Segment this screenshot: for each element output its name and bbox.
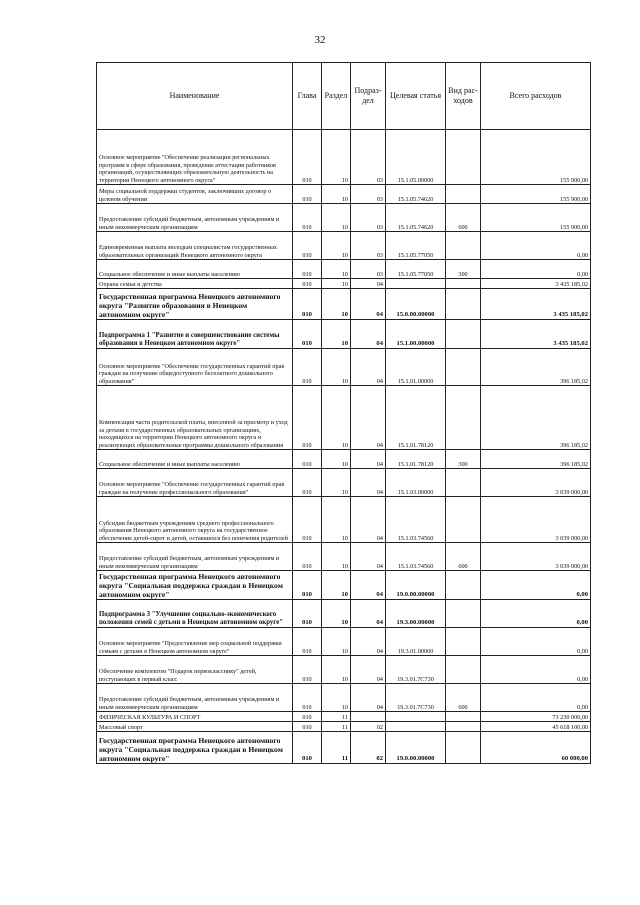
cell-razdel: 10 bbox=[322, 656, 351, 684]
cell-podrazdel: 02 bbox=[351, 732, 386, 764]
cell-vid: 300 bbox=[446, 260, 481, 279]
cell-podrazdel: 03 bbox=[351, 260, 386, 279]
cell-razdel: 11 bbox=[322, 722, 351, 732]
cell-vid: 600 bbox=[446, 204, 481, 232]
table-row bbox=[97, 543, 591, 571]
cell-razdel: 10 bbox=[322, 571, 351, 600]
header-total: Всего расходов bbox=[481, 63, 591, 130]
table-row bbox=[97, 732, 591, 764]
cell-glava: 010 bbox=[293, 600, 322, 628]
cell-podrazdel: 04 bbox=[351, 543, 386, 571]
cell-glava: 010 bbox=[293, 628, 322, 656]
cell-name: Социальное обеспечение и иные выплаты населению bbox=[97, 450, 293, 469]
cell-article: 19.0.00.00000 bbox=[386, 732, 446, 764]
cell-article: 15.0.00.00000 bbox=[386, 289, 446, 320]
cell-article: 15.1.01.78120 bbox=[386, 450, 446, 469]
header-podrazdel: Подраз-дел bbox=[351, 63, 386, 130]
cell-total: 60 000,00 bbox=[481, 732, 591, 764]
cell-total: 45 618 100,00 bbox=[481, 722, 591, 732]
table-row bbox=[97, 469, 591, 497]
cell-total: 3 039 000,00 bbox=[481, 543, 591, 571]
cell-razdel: 10 bbox=[322, 349, 351, 386]
cell-total: 3 435 185,02 bbox=[481, 289, 591, 320]
cell-glava: 010 bbox=[293, 469, 322, 497]
header-article: Целевая статья bbox=[386, 63, 446, 130]
cell-razdel: 10 bbox=[322, 600, 351, 628]
cell-vid bbox=[446, 712, 481, 722]
cell-name: Меры социальной поддержки студентов, заключивших договор о целевом обучении bbox=[97, 185, 293, 204]
cell-glava: 010 bbox=[293, 656, 322, 684]
table-row bbox=[97, 260, 591, 279]
cell-name: Обеспечение комплектом "Подарок первокласснику" детей, поступающих в первый класс bbox=[97, 656, 293, 684]
cell-name: Субсидии бюджетным учреждениям среднего профессионального образования Ненецкого автономного округа на государственное обеспечение детей-сирот и детей, оставшихся без попечения родителей bbox=[97, 497, 293, 543]
cell-glava: 010 bbox=[293, 543, 322, 571]
cell-article: 15.1.05.74620 bbox=[386, 204, 446, 232]
cell-article: 15.1.01.78120 bbox=[386, 386, 446, 450]
cell-glava: 010 bbox=[293, 232, 322, 260]
cell-total: 0,00 bbox=[481, 600, 591, 628]
cell-podrazdel: 04 bbox=[351, 320, 386, 349]
cell-article: 15.1.00.00000 bbox=[386, 320, 446, 349]
table-row bbox=[97, 600, 591, 628]
cell-article: 15.1.05.74620 bbox=[386, 185, 446, 204]
cell-podrazdel: 03 bbox=[351, 232, 386, 260]
cell-glava: 010 bbox=[293, 279, 322, 289]
table-row bbox=[97, 130, 591, 185]
cell-glava: 010 bbox=[293, 732, 322, 764]
cell-podrazdel: 04 bbox=[351, 469, 386, 497]
cell-name: Основное мероприятие "Предоставление мер социальной поддержки семьям с детьми в Ненецком автономном округе" bbox=[97, 628, 293, 656]
cell-vid bbox=[446, 130, 481, 185]
cell-vid bbox=[446, 279, 481, 289]
cell-article: 19.3.01.7C730 bbox=[386, 684, 446, 712]
cell-glava: 010 bbox=[293, 260, 322, 279]
cell-podrazdel: 04 bbox=[351, 628, 386, 656]
page-number: 32 bbox=[314, 34, 326, 46]
cell-total: 155 900,00 bbox=[481, 185, 591, 204]
cell-razdel: 10 bbox=[322, 185, 351, 204]
cell-name: Основное мероприятие "Обеспечение реализации региональных программ в сфере образования, проведение аттестации работников организаций, осуществляющих образовательную деятельность на территории Ненецкого автономного округа" bbox=[97, 130, 293, 185]
header-glava: Глава bbox=[293, 63, 322, 130]
table-row bbox=[97, 349, 591, 386]
table-row bbox=[97, 656, 591, 684]
cell-total: 0,00 bbox=[481, 571, 591, 600]
cell-article: 15.1.05.00000 bbox=[386, 130, 446, 185]
cell-total: 3 039 000,00 bbox=[481, 469, 591, 497]
cell-razdel: 11 bbox=[322, 712, 351, 722]
cell-article bbox=[386, 279, 446, 289]
cell-razdel: 10 bbox=[322, 450, 351, 469]
cell-article: 15.1.05.77050 bbox=[386, 232, 446, 260]
cell-podrazdel: 04 bbox=[351, 684, 386, 712]
cell-podrazdel bbox=[351, 712, 386, 722]
cell-total: 73 230 000,00 bbox=[481, 712, 591, 722]
cell-article: 15.1.05.77050 bbox=[386, 260, 446, 279]
cell-vid bbox=[446, 722, 481, 732]
table-row bbox=[97, 289, 591, 320]
cell-glava: 010 bbox=[293, 722, 322, 732]
cell-name: Основное мероприятие "Обеспечение государственных гарантий прав граждан на получение профессионального образования" bbox=[97, 469, 293, 497]
cell-razdel: 10 bbox=[322, 386, 351, 450]
cell-article: 19.3.01.7C730 bbox=[386, 656, 446, 684]
cell-glava: 010 bbox=[293, 204, 322, 232]
cell-glava: 010 bbox=[293, 349, 322, 386]
cell-podrazdel: 03 bbox=[351, 185, 386, 204]
table-row bbox=[97, 628, 591, 656]
cell-name: Охрана семьи и детства bbox=[97, 279, 293, 289]
cell-name: Социальное обеспечение и иные выплаты населению bbox=[97, 260, 293, 279]
cell-article: 15.1.01.00000 bbox=[386, 349, 446, 386]
cell-glava: 010 bbox=[293, 289, 322, 320]
cell-name: Основное мероприятие "Обеспечение государственных гарантий прав граждан на получение общедоступного бесплатного дошкольного образования" bbox=[97, 349, 293, 386]
table-row bbox=[97, 386, 591, 450]
cell-vid: 300 bbox=[446, 450, 481, 469]
cell-razdel: 10 bbox=[322, 628, 351, 656]
cell-name: Государственная программа Ненецкого автономного округа "Развитие образования в Ненецком автономном округе" bbox=[97, 289, 293, 320]
cell-total: 155 900,00 bbox=[481, 130, 591, 185]
cell-razdel: 10 bbox=[322, 204, 351, 232]
cell-vid bbox=[446, 289, 481, 320]
table-row bbox=[97, 722, 591, 732]
cell-article: 19.3.00.00000 bbox=[386, 600, 446, 628]
cell-total: 0,00 bbox=[481, 260, 591, 279]
cell-razdel: 10 bbox=[322, 260, 351, 279]
table-row bbox=[97, 279, 591, 289]
cell-razdel: 10 bbox=[322, 279, 351, 289]
cell-razdel: 10 bbox=[322, 684, 351, 712]
table-row bbox=[97, 204, 591, 232]
cell-vid: 600 bbox=[446, 684, 481, 712]
cell-total: 396 185,02 bbox=[481, 386, 591, 450]
table-row bbox=[97, 712, 591, 722]
cell-article: 15.1.03.74560 bbox=[386, 497, 446, 543]
cell-article: 19.3.01.00000 bbox=[386, 628, 446, 656]
cell-vid bbox=[446, 469, 481, 497]
cell-article bbox=[386, 712, 446, 722]
cell-total: 396 185,02 bbox=[481, 349, 591, 386]
cell-podrazdel: 04 bbox=[351, 450, 386, 469]
cell-name: Массовый спорт bbox=[97, 722, 293, 732]
table-body bbox=[97, 130, 591, 764]
cell-vid bbox=[446, 732, 481, 764]
cell-podrazdel: 04 bbox=[351, 349, 386, 386]
cell-vid bbox=[446, 185, 481, 204]
table-row bbox=[97, 684, 591, 712]
cell-razdel: 10 bbox=[322, 320, 351, 349]
cell-razdel: 10 bbox=[322, 543, 351, 571]
cell-vid: 600 bbox=[446, 543, 481, 571]
cell-podrazdel: 03 bbox=[351, 130, 386, 185]
cell-vid bbox=[446, 571, 481, 600]
cell-glava: 010 bbox=[293, 386, 322, 450]
cell-podrazdel: 04 bbox=[351, 497, 386, 543]
header-vid: Вид рас-ходов bbox=[446, 63, 481, 130]
cell-article: 15.1.03.00000 bbox=[386, 469, 446, 497]
cell-vid bbox=[446, 628, 481, 656]
cell-vid bbox=[446, 497, 481, 543]
table-row bbox=[97, 571, 591, 600]
cell-glava: 010 bbox=[293, 497, 322, 543]
cell-total: 3 039 000,00 bbox=[481, 497, 591, 543]
cell-vid bbox=[446, 656, 481, 684]
cell-name: Подпрограмма 3 "Улучшение социально-экономического положения семей с детьми в Ненецком автономном округе" bbox=[97, 600, 293, 628]
cell-total: 3 435 185,02 bbox=[481, 279, 591, 289]
cell-glava: 010 bbox=[293, 571, 322, 600]
cell-razdel: 11 bbox=[322, 732, 351, 764]
cell-glava: 010 bbox=[293, 320, 322, 349]
cell-name: Единовременная выплата молодым специалистам государственных образовательных организаций Ненецкого автономного округа bbox=[97, 232, 293, 260]
cell-podrazdel: 04 bbox=[351, 289, 386, 320]
cell-article: 15.1.03.74560 bbox=[386, 543, 446, 571]
table-row bbox=[97, 185, 591, 204]
cell-name: Компенсация части родительской платы, внесенной за присмотр и уход за детьми в государственных образовательных организациях, находящихся на территории Ненецкого автономного округа и реализующих образовательные программы дошкольного образования bbox=[97, 386, 293, 450]
cell-vid bbox=[446, 232, 481, 260]
cell-glava: 010 bbox=[293, 684, 322, 712]
table-row bbox=[97, 320, 591, 349]
cell-vid bbox=[446, 386, 481, 450]
cell-total: 155 900,00 bbox=[481, 204, 591, 232]
table-row bbox=[97, 497, 591, 543]
cell-name: Государственная программа Ненецкого автономного округа "Социальная поддержка граждан в Ненецком автономном округе" bbox=[97, 571, 293, 600]
cell-total: 0,00 bbox=[481, 232, 591, 260]
cell-podrazdel: 04 bbox=[351, 386, 386, 450]
cell-total: 0,00 bbox=[481, 628, 591, 656]
cell-podrazdel: 04 bbox=[351, 571, 386, 600]
cell-vid bbox=[446, 600, 481, 628]
table-row bbox=[97, 232, 591, 260]
cell-podrazdel: 04 bbox=[351, 656, 386, 684]
cell-glava: 010 bbox=[293, 130, 322, 185]
cell-name: Предоставление субсидий бюджетным, автономным учреждениям и иным некоммерческим организациям bbox=[97, 204, 293, 232]
cell-total: 396 185,02 bbox=[481, 450, 591, 469]
cell-name: Предоставление субсидий бюджетным, автономным учреждениям и иным некоммерческим организациям bbox=[97, 684, 293, 712]
budget-table bbox=[96, 62, 591, 764]
cell-name: Подпрограмма 1 "Развитие и совершенствование системы образования в Ненецком автономном округе" bbox=[97, 320, 293, 349]
cell-article: 19.0.00.00000 bbox=[386, 571, 446, 600]
cell-glava: 010 bbox=[293, 185, 322, 204]
cell-podrazdel: 04 bbox=[351, 600, 386, 628]
cell-podrazdel: 04 bbox=[351, 279, 386, 289]
cell-total: 3 435 185,02 bbox=[481, 320, 591, 349]
header-name: Наименование bbox=[97, 63, 293, 130]
cell-total: 0,00 bbox=[481, 684, 591, 712]
cell-name: ФИЗИЧЕСКАЯ КУЛЬТУРА И СПОРТ bbox=[97, 712, 293, 722]
cell-razdel: 10 bbox=[322, 289, 351, 320]
table-header-row bbox=[97, 63, 591, 130]
table-row bbox=[97, 450, 591, 469]
cell-podrazdel: 02 bbox=[351, 722, 386, 732]
cell-name: Предоставление субсидий бюджетным, автономным учреждениям и иным некоммерческим организациям bbox=[97, 543, 293, 571]
cell-razdel: 10 bbox=[322, 497, 351, 543]
cell-glava: 010 bbox=[293, 712, 322, 722]
cell-vid bbox=[446, 349, 481, 386]
cell-article bbox=[386, 722, 446, 732]
cell-name: Государственная программа Ненецкого автономного округа "Социальная поддержка граждан в Ненецком автономном округе" bbox=[97, 732, 293, 764]
header-razdel: Раздел bbox=[322, 63, 351, 130]
cell-podrazdel: 03 bbox=[351, 204, 386, 232]
cell-razdel: 10 bbox=[322, 232, 351, 260]
cell-glava: 010 bbox=[293, 450, 322, 469]
cell-total: 0,00 bbox=[481, 656, 591, 684]
cell-razdel: 10 bbox=[322, 130, 351, 185]
cell-vid bbox=[446, 320, 481, 349]
cell-razdel: 10 bbox=[322, 469, 351, 497]
